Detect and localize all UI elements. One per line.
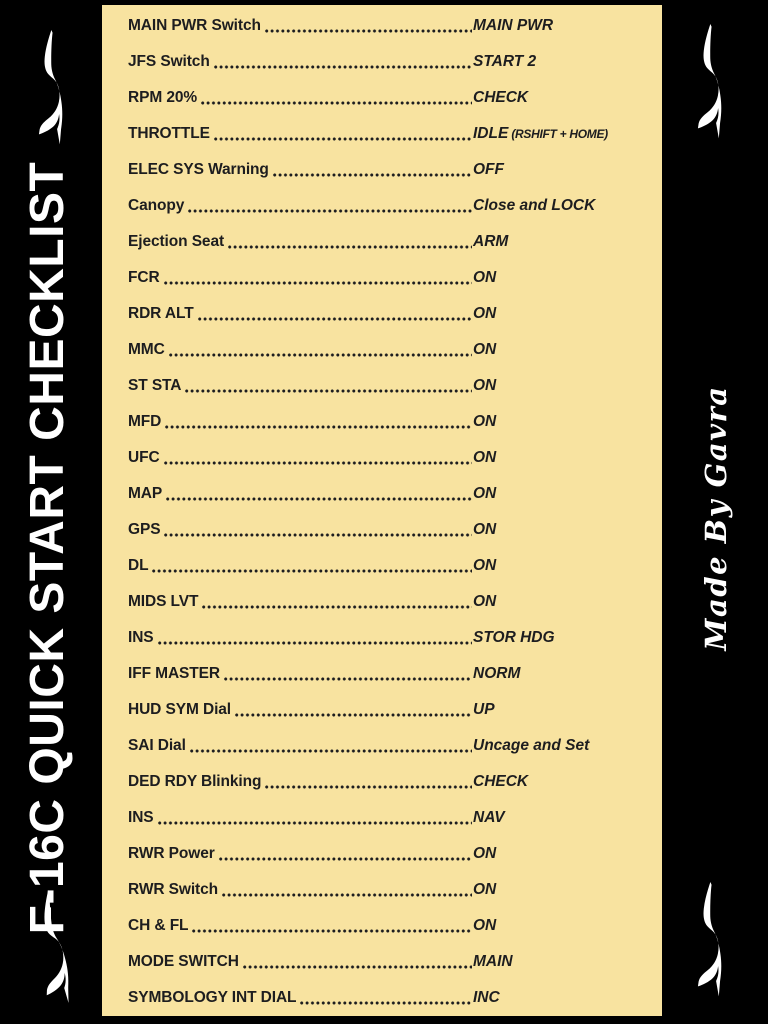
item-value: CHECK [473,89,529,106]
item-value: ON [473,593,497,610]
item-label: JFS Switch [128,53,210,70]
item-value: ON [473,269,497,286]
dot-leader [165,425,472,429]
jet-silhouette-icon [689,882,729,1000]
jet-silhouette-icon [689,24,729,142]
dot-leader [219,857,472,861]
item-value: OFF [473,161,504,178]
item-label: INS [128,629,154,646]
item-value: Uncage and Set [473,737,590,754]
item-label: MODE SWITCH [128,953,239,970]
item-label: GPS [128,521,161,538]
checklist-row [128,368,646,404]
checklist-row [128,692,646,728]
item-value: ON [473,449,497,466]
checklist-row [128,44,646,80]
item-label: MIDS LVT [128,593,199,610]
dot-leader [169,353,472,357]
item-value: ON [473,521,497,538]
dot-leader [202,605,472,609]
checklist-row [128,296,646,332]
item-value: ON [473,845,497,862]
item-label: RWR Power [128,845,215,862]
dot-leader [265,785,472,789]
checklist-row [128,656,646,692]
dot-leader [224,677,472,681]
item-label: MMC [128,341,165,358]
jet-silhouette-icon [30,30,70,148]
item-label: Ejection Seat [128,233,225,250]
dot-leader [273,173,472,177]
item-value: MAIN [473,953,513,970]
dot-leader [198,317,472,321]
dot-leader [190,749,472,753]
checklist-row [128,908,646,944]
item-value: CHECK [473,773,529,790]
checklist-row [128,152,646,188]
item-value: NAV [473,809,505,826]
checklist-row [128,548,646,584]
dot-leader [222,893,472,897]
checklist-row [128,80,646,116]
item-value: ON [473,413,497,430]
checklist-row [128,440,646,476]
dot-leader [158,641,472,645]
dot-leader [214,65,472,69]
item-label: Canopy [128,197,185,214]
checklist-row [128,764,646,800]
dot-leader [158,821,472,825]
checklist-row [128,332,646,368]
checklist-row [128,836,646,872]
item-label: FCR [128,269,160,286]
left-banner-title: F-16C QUICK START CHECKLIST [21,161,74,935]
checklist-row [128,224,646,260]
item-value: UP [473,701,495,718]
item-label: IFF MASTER [128,665,220,682]
item-value: ON [473,917,497,934]
item-label: RDR ALT [128,305,194,322]
dot-leader [166,497,472,501]
item-value: Close and LOCK [473,197,596,214]
checklist-row [128,584,646,620]
item-value: ON [473,557,497,574]
dot-leader [192,929,472,933]
checklist-row [128,944,646,980]
dot-leader [235,713,472,717]
checklist-row [128,260,646,296]
item-value: MAIN PWR [473,17,554,34]
checklist-row [128,116,646,152]
checklist-row [128,980,646,1016]
checklist-row [128,620,646,656]
dot-leader [164,461,472,465]
dot-leader [164,281,472,285]
item-note: (RSHIFT + HOME) [508,127,608,141]
item-value: ON [473,305,497,322]
checklist-row [128,404,646,440]
item-value: INC [473,989,500,1006]
dot-leader [152,569,472,573]
item-label: DED RDY Blinking [128,773,262,790]
item-label: ST STA [128,377,182,394]
dot-leader [185,389,472,393]
item-label: DL [128,557,149,574]
item-value: ON [473,377,497,394]
checklist-panel [102,5,662,1016]
item-label: SAI Dial [128,737,186,754]
credit-text: Made By Gavra [699,385,733,651]
item-value: ON [473,485,497,502]
item-value: START 2 [473,53,537,70]
checklist-row [128,872,646,908]
item-label: MAP [128,485,163,502]
item-label: SYMBOLOGY INT DIAL [128,989,297,1006]
checklist-row [128,512,646,548]
item-label: UFC [128,449,160,466]
checklist-row [128,800,646,836]
dot-leader [228,245,472,249]
item-value: NORM [473,665,521,682]
dot-leader [300,1001,472,1005]
item-label: RPM 20% [128,89,198,106]
dot-leader [164,533,472,537]
item-label: ELEC SYS Warning [128,161,269,178]
item-label: CH & FL [128,917,189,934]
item-value: ON [473,341,497,358]
checklist-row [128,188,646,224]
item-label: THROTTLE [128,125,210,142]
item-label: MFD [128,413,162,430]
item-value: ARM [473,233,509,250]
item-label: RWR Switch [128,881,218,898]
dot-leader [214,137,472,141]
item-value: STOR HDG [473,629,555,646]
dot-leader [265,29,472,33]
item-label: HUD SYM Dial [128,701,232,718]
item-value: IDLE (RSHIFT + HOME) [473,125,608,142]
item-value: ON [473,881,497,898]
dot-leader [188,209,472,213]
checklist-row [128,476,646,512]
checklist-row [128,8,646,44]
dot-leader [201,101,472,105]
item-label: MAIN PWR Switch [128,17,261,34]
checklist-row [128,728,646,764]
dot-leader [243,965,472,969]
item-label: INS [128,809,154,826]
